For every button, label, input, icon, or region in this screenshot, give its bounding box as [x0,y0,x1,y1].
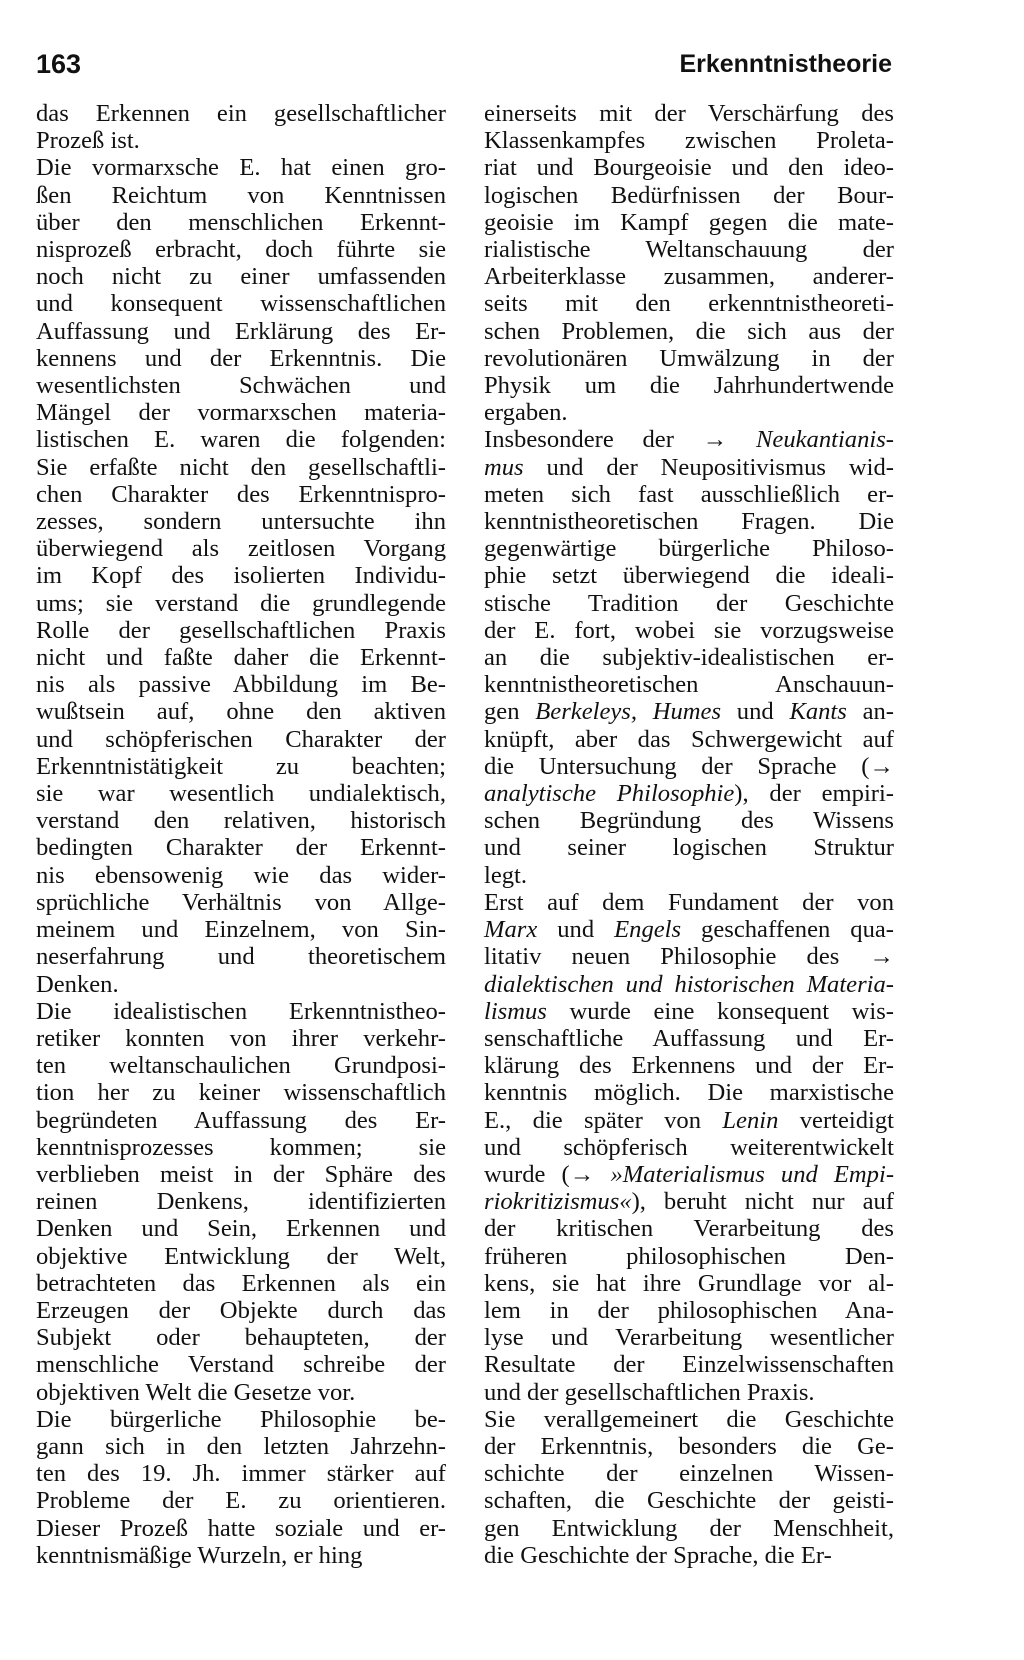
text-run: Die idealistischen Erkenntnistheo- [36,997,446,1025]
text-line [484,1243,894,1270]
text-run: neserfahrung und theoretischem [36,943,446,971]
italic-term: Berkeleys, Humes [535,698,722,726]
text-line [36,1025,446,1052]
text-line [36,1406,446,1433]
text-line [36,753,446,780]
text-run: Denken. [36,970,119,998]
text-run: lyse und Verarbeitung wesentlicher [484,1324,894,1352]
text-run: im Kopf des isolierten Individu- [36,562,446,590]
italic-term: analytische Philosophie [484,780,735,808]
text-line [484,1215,894,1242]
page-number: 163 [36,49,82,79]
text-line [36,1079,446,1106]
text-run: und [537,916,615,944]
text-run: kenntnis möglich. Die marxistische [484,1079,894,1107]
text-run: ßen Reichtum von Kenntnissen [36,181,446,209]
text-run: klärung des Erkennens und der Er- [484,1052,894,1080]
running-head: Erkenntnistheorie [679,50,892,78]
text-run: überwiegend als zeitlosen Vorgang [36,535,446,563]
text-run: seits mit den erkenntnistheoreti- [484,290,894,318]
text-run: retiker konnten von ihrer verkehr- [36,1024,446,1052]
text-line [36,998,446,1025]
text-run: sie war wesentlich undialektisch, [36,780,446,808]
text-line [36,481,446,508]
text-run: der Erkenntnis, besonders die Ge- [484,1432,894,1460]
text-line [484,345,894,372]
text-line [36,1433,446,1460]
text-line [36,426,446,453]
text-line [36,617,446,644]
text-line [484,1324,894,1351]
text-line [36,100,446,127]
text-run: Dieser Prozeß hatte soziale und er- [36,1514,446,1542]
text-line [484,236,894,263]
text-run: wußtsein auf, ohne den aktiven [36,698,446,726]
text-run: schen Problemen, die sich aus der [484,317,894,345]
text-line [484,1161,894,1188]
text-run: senschaftliche Auffassung und Er- [484,1024,894,1052]
text-line [36,209,446,236]
italic-term: lismus [484,997,547,1025]
text-run: geschaffenen qua- [681,916,894,944]
text-line [484,1406,894,1433]
text-run: einerseits mit der Verschärfung des [484,100,894,127]
text-run: und seiner logischen Struktur [484,834,894,862]
text-run: geoisie im Kampf gegen die mate- [484,208,894,236]
text-run: meinem und Einzelnem, von Sin- [36,916,446,944]
text-line [36,644,446,671]
text-run: und der Neupositivismus wid- [523,453,894,481]
text-run: Erzeugen der Objekte durch das [36,1296,446,1324]
text-run: schichte der einzelnen Wissen- [484,1460,894,1488]
text-run: Die vormarxsche E. hat einen gro- [36,154,446,182]
text-run: riat und Bourgeoisie und den ideo- [484,154,894,182]
text-run: Sie verallgemeinert die Geschichte [484,1405,894,1433]
text-run: revolutionären Umwälzung in der [484,344,894,372]
text-run: und schöpferisch weiterentwickelt [484,1133,894,1161]
text-line [36,1134,446,1161]
text-run: kens, sie hat ihre Grundlage vor al- [484,1269,894,1297]
text-line [36,372,446,399]
text-run: Erkenntnistätigkeit zu beachten; [36,752,446,780]
text-line [36,399,446,426]
text-run: reinen Denkens, identifizierten [36,1188,446,1216]
text-line [36,1188,446,1215]
text-line [484,726,894,753]
left-text-column [36,100,446,1569]
text-line [36,263,446,290]
text-run: früheren philosophischen Den- [484,1242,894,1270]
text-line [484,590,894,617]
text-line [36,671,446,698]
text-line [36,807,446,834]
text-line [484,1515,894,1542]
text-run: schen Begründung des Wissens [484,807,894,835]
text-line [484,318,894,345]
text-line [484,644,894,671]
text-line [484,481,894,508]
text-line [36,1487,446,1514]
text-run: meten sich fast ausschließlich er- [484,480,894,508]
text-run: ergaben. [484,399,568,427]
text-line [36,318,446,345]
text-line [484,127,894,154]
text-line [484,1542,894,1569]
text-run: Auffassung und Erklärung des Er- [36,317,446,345]
text-run: wurde (→ [484,1160,611,1188]
text-run: zesses, sondern untersuchte ihn [36,508,446,536]
text-line [484,1025,894,1052]
italic-term: Lenin [722,1106,779,1134]
text-line [36,698,446,725]
text-run: nis als passive Abbildung im Be- [36,671,446,699]
text-line [484,916,894,943]
right-text-column [484,100,894,1569]
text-run: nicht und faßte daher die Erkennt- [36,644,446,672]
text-run: betrachteten das Erkennen als ein [36,1269,446,1297]
text-line [36,1161,446,1188]
text-line [36,780,446,807]
text-line [36,971,446,998]
text-run: ten des 19. Jh. immer stärker auf [36,1460,446,1488]
text-line [484,1351,894,1378]
text-line [36,127,446,154]
text-run: wesentlichsten Schwächen und [36,372,446,400]
text-line [36,1515,446,1542]
text-line [484,1079,894,1106]
text-line [36,726,446,753]
text-line [484,426,894,453]
text-run: tion her zu keiner wissenschaftlich [36,1079,446,1107]
text-line [484,1297,894,1324]
text-line [36,590,446,617]
text-run: und konsequent wissenschaftlichen [36,290,446,318]
text-line [36,1297,446,1324]
text-line [484,1107,894,1134]
text-line [36,943,446,970]
text-run: objektive Entwicklung der Welt, [36,1242,446,1270]
text-line [36,454,446,481]
text-line [36,236,446,263]
text-run: kenntnismäßige Wurzeln, er hing [36,1541,363,1569]
text-line [484,263,894,290]
text-line [484,1134,894,1161]
text-run: an- [846,698,894,726]
text-line [36,182,446,209]
text-line [484,807,894,834]
italic-term: Neukantianis- [756,426,894,454]
text-line [484,399,894,426]
text-line [36,916,446,943]
text-line [36,1243,446,1270]
text-run: verblieben meist in der Sphäre des [36,1160,446,1188]
text-line [36,1215,446,1242]
text-line [484,508,894,535]
text-run: ums; sie verstand die grundlegende [36,589,446,617]
text-run: phie setzt überwiegend die ideali- [484,562,894,590]
text-run: begründeten Auffassung des Er- [36,1106,446,1134]
text-run: bedingten Charakter der Erkennt- [36,834,446,862]
text-line [484,780,894,807]
text-line [484,862,894,889]
italic-term: mus [484,453,524,481]
text-run: Klassenkampfes zwischen Proleta- [484,127,894,155]
text-run: knüpft, aber das Schwergewicht auf [484,725,894,753]
text-run: stische Tradition der Geschichte [484,589,894,617]
text-run: Mängel der vormarxschen materia- [36,399,446,427]
italic-term: Engels [614,916,682,944]
text-run: und der gesellschaftlichen Praxis. [484,1378,815,1406]
text-run: verteidigt [778,1106,894,1134]
text-line [484,1487,894,1514]
text-run: schaften, die Geschichte der geisti- [484,1487,894,1515]
text-line [484,182,894,209]
italic-term: Marx [484,916,538,944]
text-run: wurde eine konsequent wis- [546,997,894,1025]
text-run: ten weltanschaulichen Grundposi- [36,1052,446,1080]
text-run: rialistische Weltanschauung der [484,236,894,264]
text-line [484,943,894,970]
text-line [484,154,894,181]
text-run: nis ebensowenig wie das wider- [36,861,446,889]
text-run: an die subjektiv-idealistischen er- [484,644,894,672]
text-run: Denken und Sein, Erkennen und [36,1215,446,1243]
text-run: ), der empiri- [734,780,894,808]
page-header [36,44,892,84]
text-run: listischen E. waren die folgenden: [36,426,446,454]
text-run: und schöpferischen Charakter der [36,725,446,753]
text-line [484,998,894,1025]
text-run: kennens und der Erkenntnis. Die [36,344,446,372]
text-line [36,154,446,181]
text-line [36,562,446,589]
text-run: Physik um die Jahrhundertwende [484,372,894,400]
text-line [484,100,894,127]
text-run: nisprozeß erbracht, doch führte sie [36,236,446,264]
text-run: ), beruht nicht nur auf [631,1188,894,1216]
text-run: Prozeß ist. [36,127,140,155]
text-line [484,209,894,236]
text-line [484,834,894,861]
italic-term: »Materialismus und Empi- [610,1160,895,1188]
text-line [36,889,446,916]
text-run: Sie erfaßte nicht den gesellschaftli- [36,453,446,481]
text-line [484,1433,894,1460]
text-line [36,1107,446,1134]
text-run: die Geschichte der Sprache, die Er- [484,1541,832,1569]
text-line [484,671,894,698]
text-line [484,562,894,589]
text-line [36,1379,446,1406]
italic-term: Kants [789,698,847,726]
text-line [484,1379,894,1406]
text-run: kenntnistheoretischen Fragen. Die [484,508,894,536]
text-run: Subjekt oder behaupteten, der [36,1324,446,1352]
text-line [36,1460,446,1487]
text-run: chen Charakter des Erkenntnispro- [36,480,446,508]
text-run: logischen Bedürfnissen der Bour- [484,181,894,209]
text-line [484,454,894,481]
text-run: kenntnisprozesses kommen; sie [36,1133,446,1161]
text-run: das Erkennen ein gesellschaftlicher [36,100,446,127]
text-line [484,698,894,725]
text-line [484,753,894,780]
text-run: objektiven Welt die Gesetze vor. [36,1378,356,1406]
text-line [36,1324,446,1351]
text-run: lem in der philosophischen Ana- [484,1296,894,1324]
italic-term: riokritizismus« [484,1188,632,1216]
text-line [36,290,446,317]
text-line [36,834,446,861]
text-line [36,345,446,372]
text-run: Erst auf dem Fundament der von [484,888,894,916]
text-run: litativ neuen Philosophie des → [484,943,894,971]
text-run: der kritischen Verarbeitung des [484,1215,894,1243]
text-line [484,1188,894,1215]
text-run: Probleme der E. zu orientieren. [36,1487,446,1515]
text-line [484,290,894,317]
text-run: kenntnistheoretischen Anschauun- [484,671,894,699]
text-run: gegenwärtige bürgerliche Philoso- [484,535,894,563]
text-line [36,862,446,889]
text-run: verstand den relativen, historisch [36,807,446,835]
text-run: legt. [484,861,528,889]
text-line [484,372,894,399]
text-run: Rolle der gesellschaftlichen Praxis [36,616,446,644]
text-run: über den menschlichen Erkennt- [36,208,446,236]
text-line [484,889,894,916]
text-line [36,508,446,535]
text-run: gen Entwicklung der Menschheit, [484,1514,894,1542]
text-run: gann sich in den letzten Jahrzehn- [36,1432,446,1460]
text-line [484,1460,894,1487]
text-line [484,617,894,644]
text-run: die Untersuchung der Sprache (→ [484,752,894,780]
text-line [484,971,894,998]
text-run: menschliche Verstand schreibe der [36,1351,446,1379]
italic-term: dialektischen und historischen Materia- [484,970,894,998]
text-line [484,1052,894,1079]
text-line [36,1542,446,1569]
text-line [36,1351,446,1378]
text-run: Die bürgerliche Philosophie be- [36,1405,446,1433]
text-line [484,535,894,562]
text-run: E., die später von [484,1106,723,1134]
text-line [484,1270,894,1297]
text-run: sprüchliche Verhältnis von Allge- [36,888,446,916]
text-run: Arbeiterklasse zusammen, anderer- [484,263,894,291]
text-line [36,1270,446,1297]
text-run: der E. fort, wobei sie vorzugsweise [484,616,894,644]
text-line [36,1052,446,1079]
text-run: Insbesondere der → [484,426,757,454]
text-run: Resultate der Einzelwissenschaften [484,1351,894,1379]
text-line [36,535,446,562]
text-run: noch nicht zu einer umfassenden [36,263,446,291]
text-run: und [721,698,790,726]
text-run: gen [484,698,536,726]
